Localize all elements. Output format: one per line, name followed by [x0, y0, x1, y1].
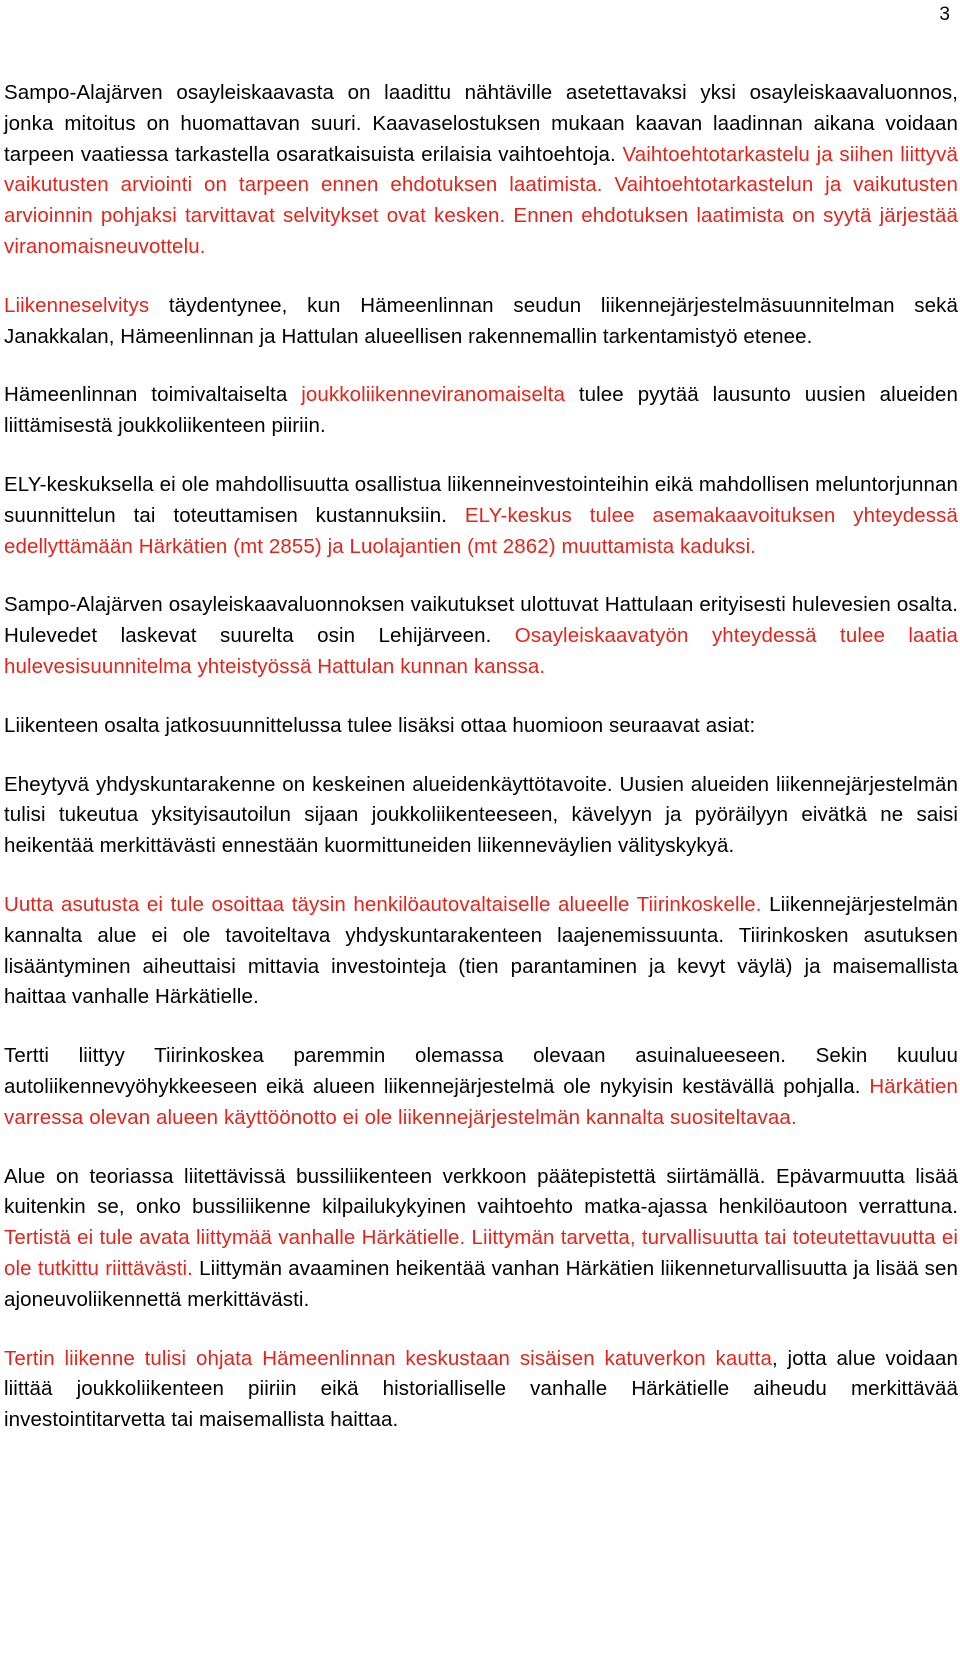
paragraph-highlight: joukkoliikenneviranomaiselta: [301, 383, 565, 407]
paragraph-jatkosuunnittelu-intro: [4, 711, 958, 742]
paragraph-tiirinkoski: [4, 890, 958, 1013]
paragraph-osayleiskaava: [4, 78, 958, 263]
paragraph-highlight: Tertin liikenne tulisi ohjata Hämeenlinnan keskustaan sisäisen katuverkon kautta: [4, 1346, 772, 1370]
paragraph-text: Sampo-Alajärven osayleiskaavasta on laadittu nähtäville asetettavaksi yksi osayleiskaavaluonnos, jonka mitoitus on huomattavan suuri. Kaavaselostuksen mukaan kaavan laadinnan aikana voidaan tarpeen vaatiessa tarkastella osaratkaisuista erilaisia vaihtoehtoja.: [4, 81, 958, 166]
paragraph-text: tulee pyytää lausunto uusien alueiden liittämisestä joukkoliikenteen piiriin.: [4, 383, 958, 438]
paragraph-tertin-liikenne: [4, 1344, 958, 1436]
paragraph-highlight: Uutta asutusta ei tule osoittaa täysin henkilöautovaltaiselle alueelle Tiirinkoskelle.: [4, 892, 762, 916]
paragraph-highlight: Osayleiskaavatyön yhteydessä tulee laatia hulevesisuunnitelma yhteistyössä Hattulan kunnan kanssa.: [4, 624, 958, 678]
paragraph-highlight: Härkätien varressa olevan alueen käyttöönotto ei ole liikennejärjestelmän kannalta suositeltavaa.: [4, 1074, 958, 1129]
paragraph-text: Liikenteen osalta jatkosuunnittelussa tulee lisäksi ottaa huomioon seuraavat asiat:: [4, 713, 756, 737]
paragraph-yhdyskuntarakenne: [4, 770, 958, 862]
paragraph-text: Tertti liittyy Tiirinkoskea paremmin olemassa olevaan asuinalueeseen. Sekin kuuluu autoliikennevyöhykkeeseen eikä alueen liikennejärjestelmä ole nykyisin kestävällä pohjalla.: [4, 1044, 958, 1098]
paragraph-text: Liikennejärjestelmän kannalta alue ei ole tavoiteltava yhdyskuntarakenteen laajenemissuunta. Tiirinkosken asutuksen lisääntyminen aiheuttaisi mittavia investointeja (tien parantaminen ja kevyt väylä) ja maisemallista haittaa vanhalle Härkätielle.: [4, 892, 959, 1009]
document-body: [4, 78, 958, 1436]
page-number: 3: [939, 4, 950, 25]
paragraph-tertti: [4, 1041, 958, 1133]
paragraph-highlight: Liikenneselvitys: [4, 293, 150, 317]
paragraph-text: Alue on teoriassa liitettävissä bussiliikenteen verkkoon päätepistettä siirtämällä. Epävarmuutta lisää kuitenkin se, onko bussiliikenne kilpailukykyinen vaihtoehto matka-ajassa henkilöautoon verrattuna.: [4, 1164, 958, 1219]
paragraph-text: Sampo-Alajärven osayleiskaavaluonnoksen vaikutukset ulottuvat Hattulaan erityisesti hulevesien osalta. Hulevedet laskevat suurelta osin Lehijärveen.: [4, 593, 958, 648]
paragraph-joukkoliikenne: [4, 380, 958, 442]
paragraph-highlight: ELY-keskus tulee asemakaavoituksen yhteydessä edellyttämään Härkätien (mt 2855) ja Luolajantien (mt 2862) muuttamista kaduksi.: [4, 503, 958, 558]
paragraph-highlight: Tertistä ei tule avata liittymää vanhalle Härkätielle. Liittymän tarvetta, turvallisuutta tai toteutettavuutta ei ole tutkittu riittävästi.: [4, 1226, 958, 1280]
paragraph-text: Eheytyvä yhdyskuntarakenne on keskeinen alueidenkäyttötavoite. Uusien alueiden liikennejärjestelmän tulisi tukeutua yksityisautoilun sijaan joukkoliikenteeseen, kävelyyn ja pyöräilyyn eivätkä ne saisi heikentää merkittävästi ennestään kuormittuneiden liikenneväylien välityskykyä.: [4, 772, 958, 858]
paragraph-ely-keskus: [4, 470, 958, 562]
paragraph-text: ELY-keskuksella ei ole mahdollisuutta osallistua liikenneinvestointeihin eikä mahdollisen meluntorjunnan suunnittelun tai toteuttamisen kustannuksiin.: [4, 472, 958, 527]
paragraph-liikenneselvitys: [4, 291, 958, 353]
paragraph-text: Liittymän avaaminen heikentää vanhan Härkätien liikenneturvallisuutta ja lisää sen ajoneuvoliikennettä merkittävästi.: [4, 1256, 958, 1311]
paragraph-hulevedet: [4, 590, 958, 682]
paragraph-text: Hämeenlinnan toimivaltaiselta: [4, 383, 302, 407]
paragraph-text: täydentynee, kun Hämeenlinnan seudun liikennejärjestelmäsuunnitelman sekä Janakkalan, Hämeenlinnan ja Hattulan alueellisen rakennemallin tarkentamistyö etenee.: [4, 293, 958, 348]
paragraph-text: , jotta alue voidaan liittää joukkoliikenteen piiriin eikä historialliselle vanhalle Härkätielle aiheudu merkittävää investointitarvetta tai maisemallista haittaa.: [4, 1346, 958, 1432]
paragraph-highlight: Vaihtoehtotarkastelu ja siihen liittyvä vaikutusten arviointi on tarpeen ennen ehdotuksen laatimista. Vaihtoehtotarkastelun ja vaikutusten arvioinnin pohjaksi tarvittavat selvitykset ovat kesken. Ennen ehdotuksen laatimista on syytä järjestää viranomaisneuvottelu.: [4, 142, 958, 258]
paragraph-bussiliikenne: [4, 1162, 958, 1316]
